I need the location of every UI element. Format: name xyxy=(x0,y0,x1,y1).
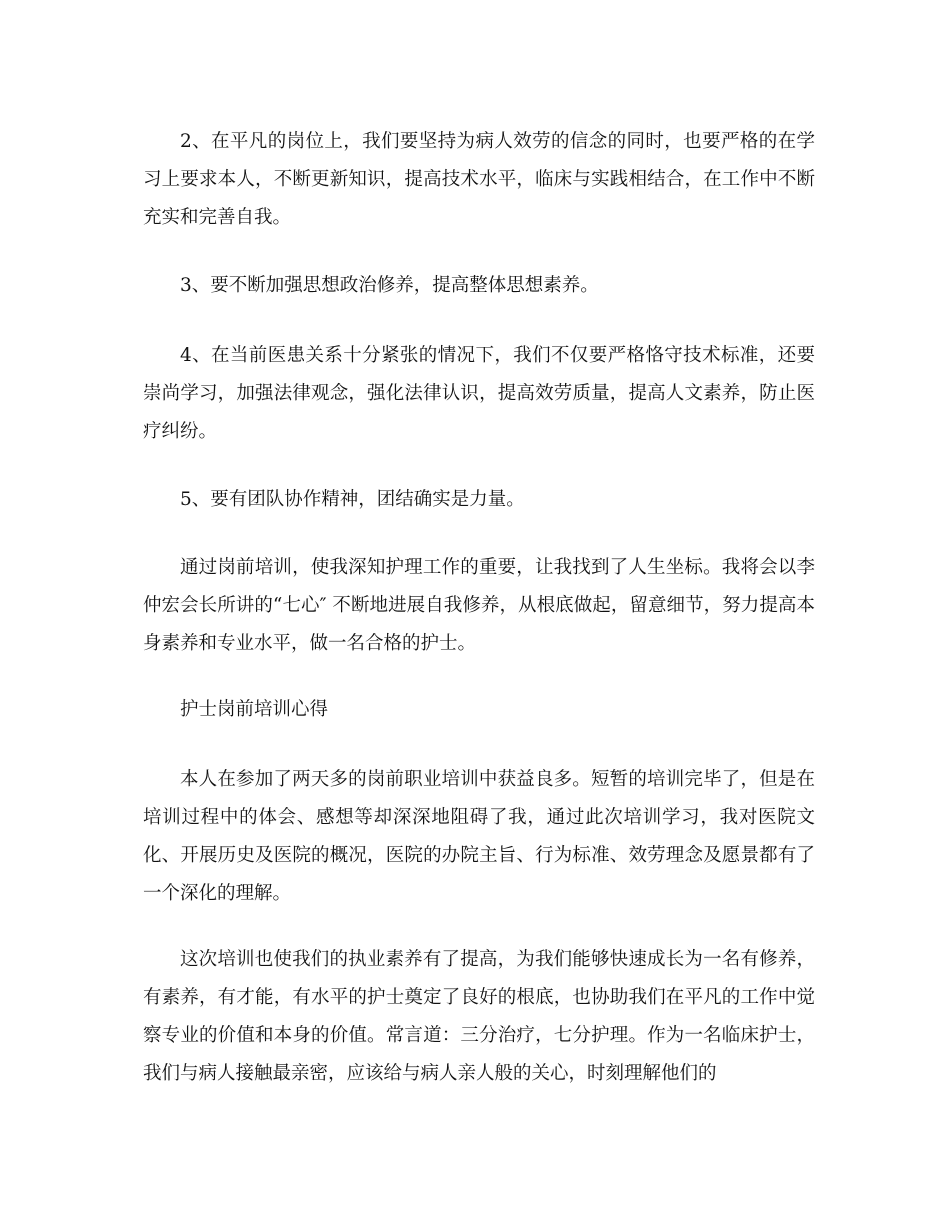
paragraph-point-2: 2、在平凡的岗位上，我们要坚持为病人效劳的信念的同时，也要严格的在学习上要求本人，不断更新知识，提高技术水平，临床与实践相结合，在工作中不断充实和完善自我。 xyxy=(143,131,815,228)
paragraph-point-5: 5、要有团队协作精神，团结确实是力量。 xyxy=(180,489,525,510)
section-heading: 护士岗前培训心得 xyxy=(180,699,329,720)
paragraph-conclusion: 通过岗前培训，使我深知护理工作的重要，让我找到了人生坐标。我将会以李仲宏会长所讲的“七心″ 不断地进展自我修养，从根底做起，留意细节，努力提高本身素养和专业水平，做一名合格的护士。 xyxy=(143,557,815,654)
paragraph-point-3: 3、要不断加强思想政治修养，提高整体思想素养。 xyxy=(180,275,599,296)
paragraph-body: 这次培训也使我们的执业素养有了提高，为我们能够快速成长为一名有修养，有素养，有才能，有水平的护士奠定了良好的根底，也协助我们在平凡的工作中觉察专业的价值和本身的价值。常言道：三分治疗，七分护理。作为一名临床护士，我们与病人接触最亲密，应该给与病人亲人般的关心，时刻理解他们的 xyxy=(143,949,815,1084)
paragraph-intro: 本人在参加了两天多的岗前职业培训中获益良多。短暂的培训完毕了，但是在培训过程中的体会、感想等却深深地阻碍了我，通过此次培训学习，我对医院文化、开展历史及医院的概况，医院的办院主旨、行为标准、效劳理念及愿景都有了一个深化的理解。 xyxy=(143,769,815,904)
paragraph-point-4: 4、在当前医患关系十分紧张的情况下，我们不仅要严格恪守技术标准，还要崇尚学习，加强法律观念，强化法律认识，提高效劳质量，提高人文素养，防止医疗纠纷。 xyxy=(143,345,815,442)
